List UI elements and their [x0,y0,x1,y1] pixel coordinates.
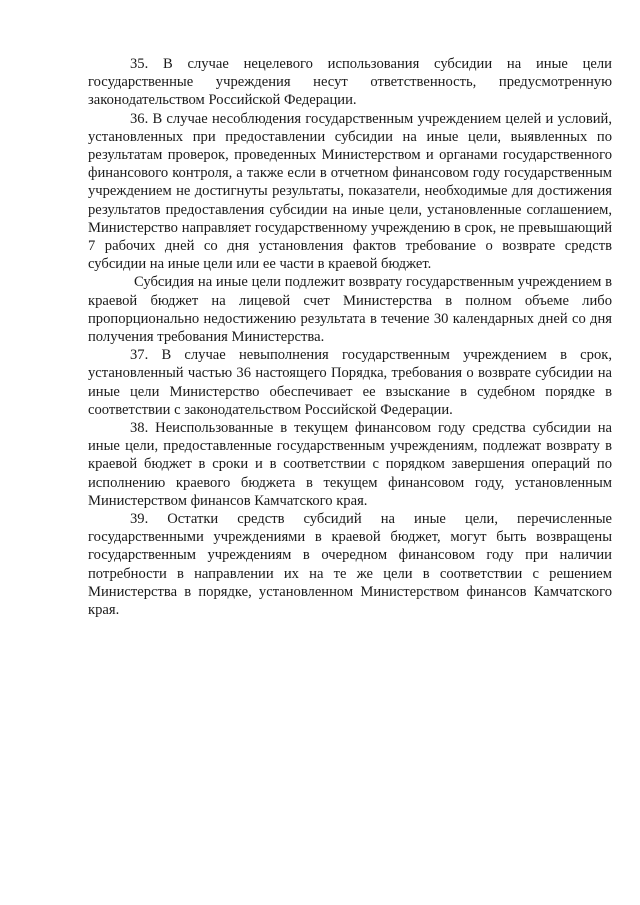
paragraph-38: 38. Неиспользованные в текущем финансовом году средства субсидии на иные цели, предоставленные государственным учреждениям, подлежат возврату в краевой бюджет в сроки и в соответствии с порядком завершения операций по исполнению краевого бюджета в текущем финансовом году, установленным Министерством финансов Камчатского края. [88,420,612,509]
paragraph-39: 39. Остатки средств субсидий на иные цели, перечисленные государственными учреждениями в краевой бюджет, могут быть возвращены государственным учреждениям в очередном финансовом году при наличии потребности в направлении их на те же цели в соответствии с решением Министерства в порядке, установленном Министерством финансов Камчатского края. [88,511,612,619]
paragraph-36-subsidy-return: Субсидия на иные цели подлежит возврату государственным учреждением в краевой бюджет на лицевой счет Министерства в полном объеме либо пропорционально недостижению результата в течение 30 календарных дней со дня получения требования Министерства. [88,274,612,346]
document-page [88,55,612,619]
paragraph-36: 36. В случае несоблюдения государственным учреждением целей и условий, установленных при предоставлении субсидии на иные цели, выявленных по результатам проверок, проведенных Министерством и органами государственного финансового контроля, а также если в отчетном финансовом году государственным учреждением не достигнуты результаты, показатели, необходимые для достижения результатов предоставления субсидии на иные цели, установленные соглашением, Министерство направляет государственному учреждению в срок, не превышающий 7 рабочих дней со дня установления фактов требование о возврате средств субсидии на иные цели или ее части в краевой бюджет. [88,110,612,273]
paragraph-35: 35. В случае нецелевого использования субсидии на иные цели государственные учреждения несут ответственность, предусмотренную законодательством Российской Федерации. [88,56,612,109]
paragraph-37: 37. В случае невыполнения государственным учреждением в срок, установленный частью 36 настоящего Порядка, требования о возврате субсидии на иные цели Министерство обеспечивает ее взыскание в судебном порядке в соответствии с законодательством Российской Федерации. [88,347,612,418]
